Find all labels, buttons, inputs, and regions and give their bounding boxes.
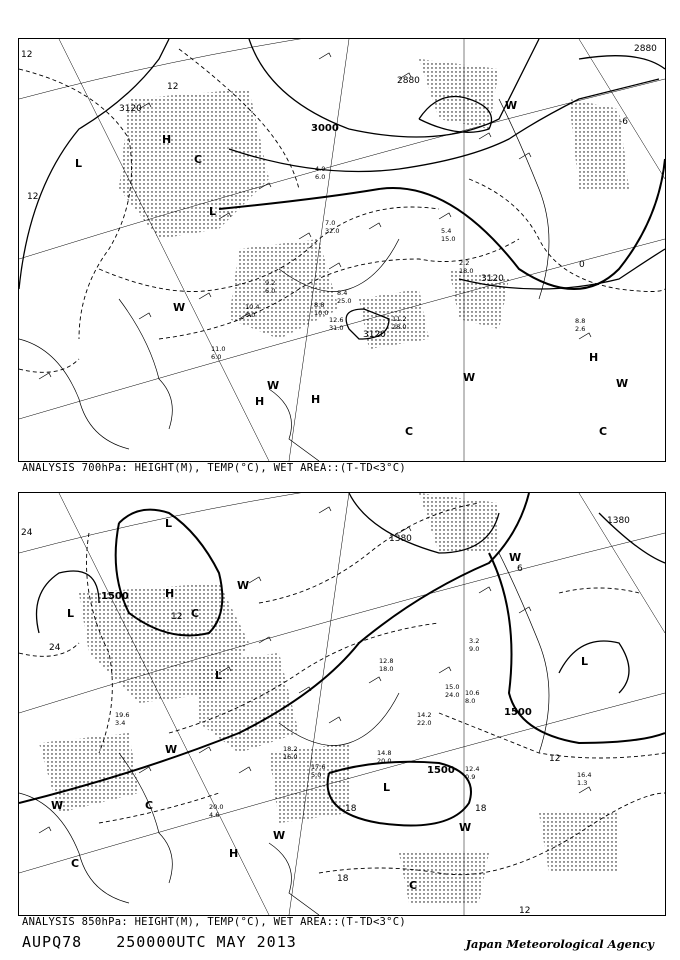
system-marker: W [463, 371, 476, 384]
height-label: 1380 [389, 534, 412, 544]
obs-t: 14.2 [417, 711, 432, 719]
agency-credit: Japan Meteorological Agency [465, 937, 654, 951]
system-marker: W [505, 99, 518, 112]
obs-t: 9.2 [265, 279, 276, 287]
obs-t: 5.4 [441, 227, 452, 235]
system-marker: L [383, 781, 391, 794]
caption-850hpa: ANALYSIS 850hPa: HEIGHT(M), TEMP(°C), WET AREA::(T-TD<3°C) [22, 916, 407, 928]
temp-label: 12 [27, 192, 39, 202]
system-marker: W [616, 377, 629, 390]
system-marker: C [405, 425, 414, 438]
height-label: 1380 [607, 516, 630, 526]
system-marker: H [255, 395, 265, 408]
caption-700hpa: ANALYSIS 700hPa: HEIGHT(M), TEMP(°C), WET AREA::(T-TD<3°C) [22, 462, 407, 474]
obs-td: 5.0 [311, 771, 322, 779]
obs-td: 2.6 [575, 325, 586, 333]
obs-td: 0.9 [465, 773, 476, 781]
height-label: 1500 [427, 765, 455, 776]
obs-t: 10.6 [465, 689, 480, 697]
obs-td: 22.0 [417, 719, 432, 727]
temp-label: 12 [21, 50, 33, 60]
system-marker: C [194, 153, 203, 166]
height-label: 2880 [634, 44, 657, 54]
obs-t: 16.4 [577, 771, 592, 779]
system-marker: W [267, 379, 280, 392]
height-label: 2880 [397, 76, 420, 86]
obs-td: 6.0 [211, 353, 222, 361]
map-850hpa-svg [19, 493, 665, 915]
system-marker: W [51, 799, 64, 812]
temp-label: 18 [345, 804, 357, 814]
obs-t: 12.8 [379, 657, 394, 665]
obs-t: 11.2 [392, 315, 407, 323]
obs-td: 32.0 [325, 227, 340, 235]
temp-label: 24 [49, 643, 61, 653]
map-panel-850hpa [18, 492, 666, 916]
wet-areas [119, 59, 629, 349]
obs-td: 3.4 [115, 719, 126, 727]
temp-label: -6 [619, 117, 628, 127]
obs-td: 8.0 [465, 697, 476, 705]
temp-label: 0 [579, 260, 585, 270]
system-marker: H [165, 587, 175, 600]
obs-t: 10.4 [245, 303, 260, 311]
obs-td: 18.0 [459, 267, 474, 275]
obs-t: 15.0 [445, 683, 460, 691]
system-marker: W [237, 579, 250, 592]
system-marker: H [229, 847, 239, 860]
system-marker: W [273, 829, 286, 842]
height-label: 3120 [119, 104, 142, 114]
system-marker: L [215, 669, 223, 682]
graticule [19, 39, 665, 461]
height-label: 3120 [481, 274, 504, 284]
temp-label: 24 [21, 528, 33, 538]
system-marker: C [409, 879, 418, 892]
system-marker: H [311, 393, 321, 406]
temp-label: 18 [475, 804, 487, 814]
system-marker: W [173, 301, 186, 314]
obs-t: 17.6 [311, 763, 326, 771]
chart-datetime: 250000UTC MAY 2013 [116, 933, 297, 951]
obs-td: 6.0 [265, 287, 276, 295]
obs-td: 6.0 [315, 173, 326, 181]
obs-td: 6.0 [245, 311, 256, 319]
temp-label: 6 [517, 564, 523, 574]
temperature-label-group [21, 50, 628, 270]
obs-t: 8.8 [575, 317, 586, 325]
system-marker: W [509, 551, 522, 564]
obs-t: 7.0 [325, 219, 336, 227]
system-marker: H [589, 351, 599, 364]
system-marker: C [71, 857, 80, 870]
system-marker: L [209, 205, 217, 218]
temp-label: 12 [519, 906, 531, 915]
temp-label: 12 [171, 612, 183, 622]
obs-t: 8.4 [337, 289, 348, 297]
temp-label: 12 [549, 754, 561, 764]
chart-id [22, 933, 321, 951]
obs-t: 4.0 [315, 165, 326, 173]
obs-t: 12.6 [329, 316, 344, 324]
system-marker: L [581, 655, 589, 668]
system-marker: W [165, 743, 178, 756]
height-label: 3000 [311, 123, 339, 134]
system-marker: C [191, 607, 200, 620]
obs-td: 10.0 [314, 309, 329, 317]
height-label: 3120 [363, 330, 386, 340]
temp-label: 18 [337, 874, 349, 884]
temp-label: 12 [167, 82, 179, 92]
height-label: 1500 [101, 591, 129, 602]
obs-t: 11.0 [211, 345, 226, 353]
system-markers [51, 517, 588, 892]
map-panel-700hpa [18, 38, 666, 462]
system-marker: C [145, 799, 154, 812]
obs-t: 12.4 [465, 765, 480, 773]
height-label: 1500 [504, 707, 532, 718]
obs-t: 3.2 [469, 637, 480, 645]
obs-t: 18.2 [283, 745, 298, 753]
obs-td: 31.0 [329, 324, 344, 332]
chart-code: AUPQ78 [22, 933, 83, 951]
system-marker: L [75, 157, 83, 170]
obs-td: 24.0 [445, 691, 460, 699]
system-marker: W [459, 821, 472, 834]
system-marker: H [162, 133, 172, 146]
map-700hpa-svg [19, 39, 665, 461]
obs-td: 16.0 [283, 753, 298, 761]
obs-td: 25.0 [337, 297, 352, 305]
obs-t: 20.0 [209, 803, 224, 811]
system-marker: L [67, 607, 75, 620]
obs-t: 8.8 [314, 301, 325, 309]
obs-t: 14.8 [377, 749, 392, 757]
system-marker: L [165, 517, 173, 530]
obs-td: 1.3 [577, 779, 588, 787]
obs-td: 15.0 [441, 235, 456, 243]
obs-t: 19.6 [115, 711, 130, 719]
obs-td: 18.0 [379, 665, 394, 673]
obs-td: 28.0 [392, 323, 407, 331]
obs-td: 20.0 [377, 757, 392, 765]
obs-t: 2.2 [459, 259, 470, 267]
system-marker: C [599, 425, 608, 438]
obs-td: 4.6 [209, 811, 220, 819]
wet-areas [39, 493, 619, 903]
obs-td: 9.0 [469, 645, 480, 653]
